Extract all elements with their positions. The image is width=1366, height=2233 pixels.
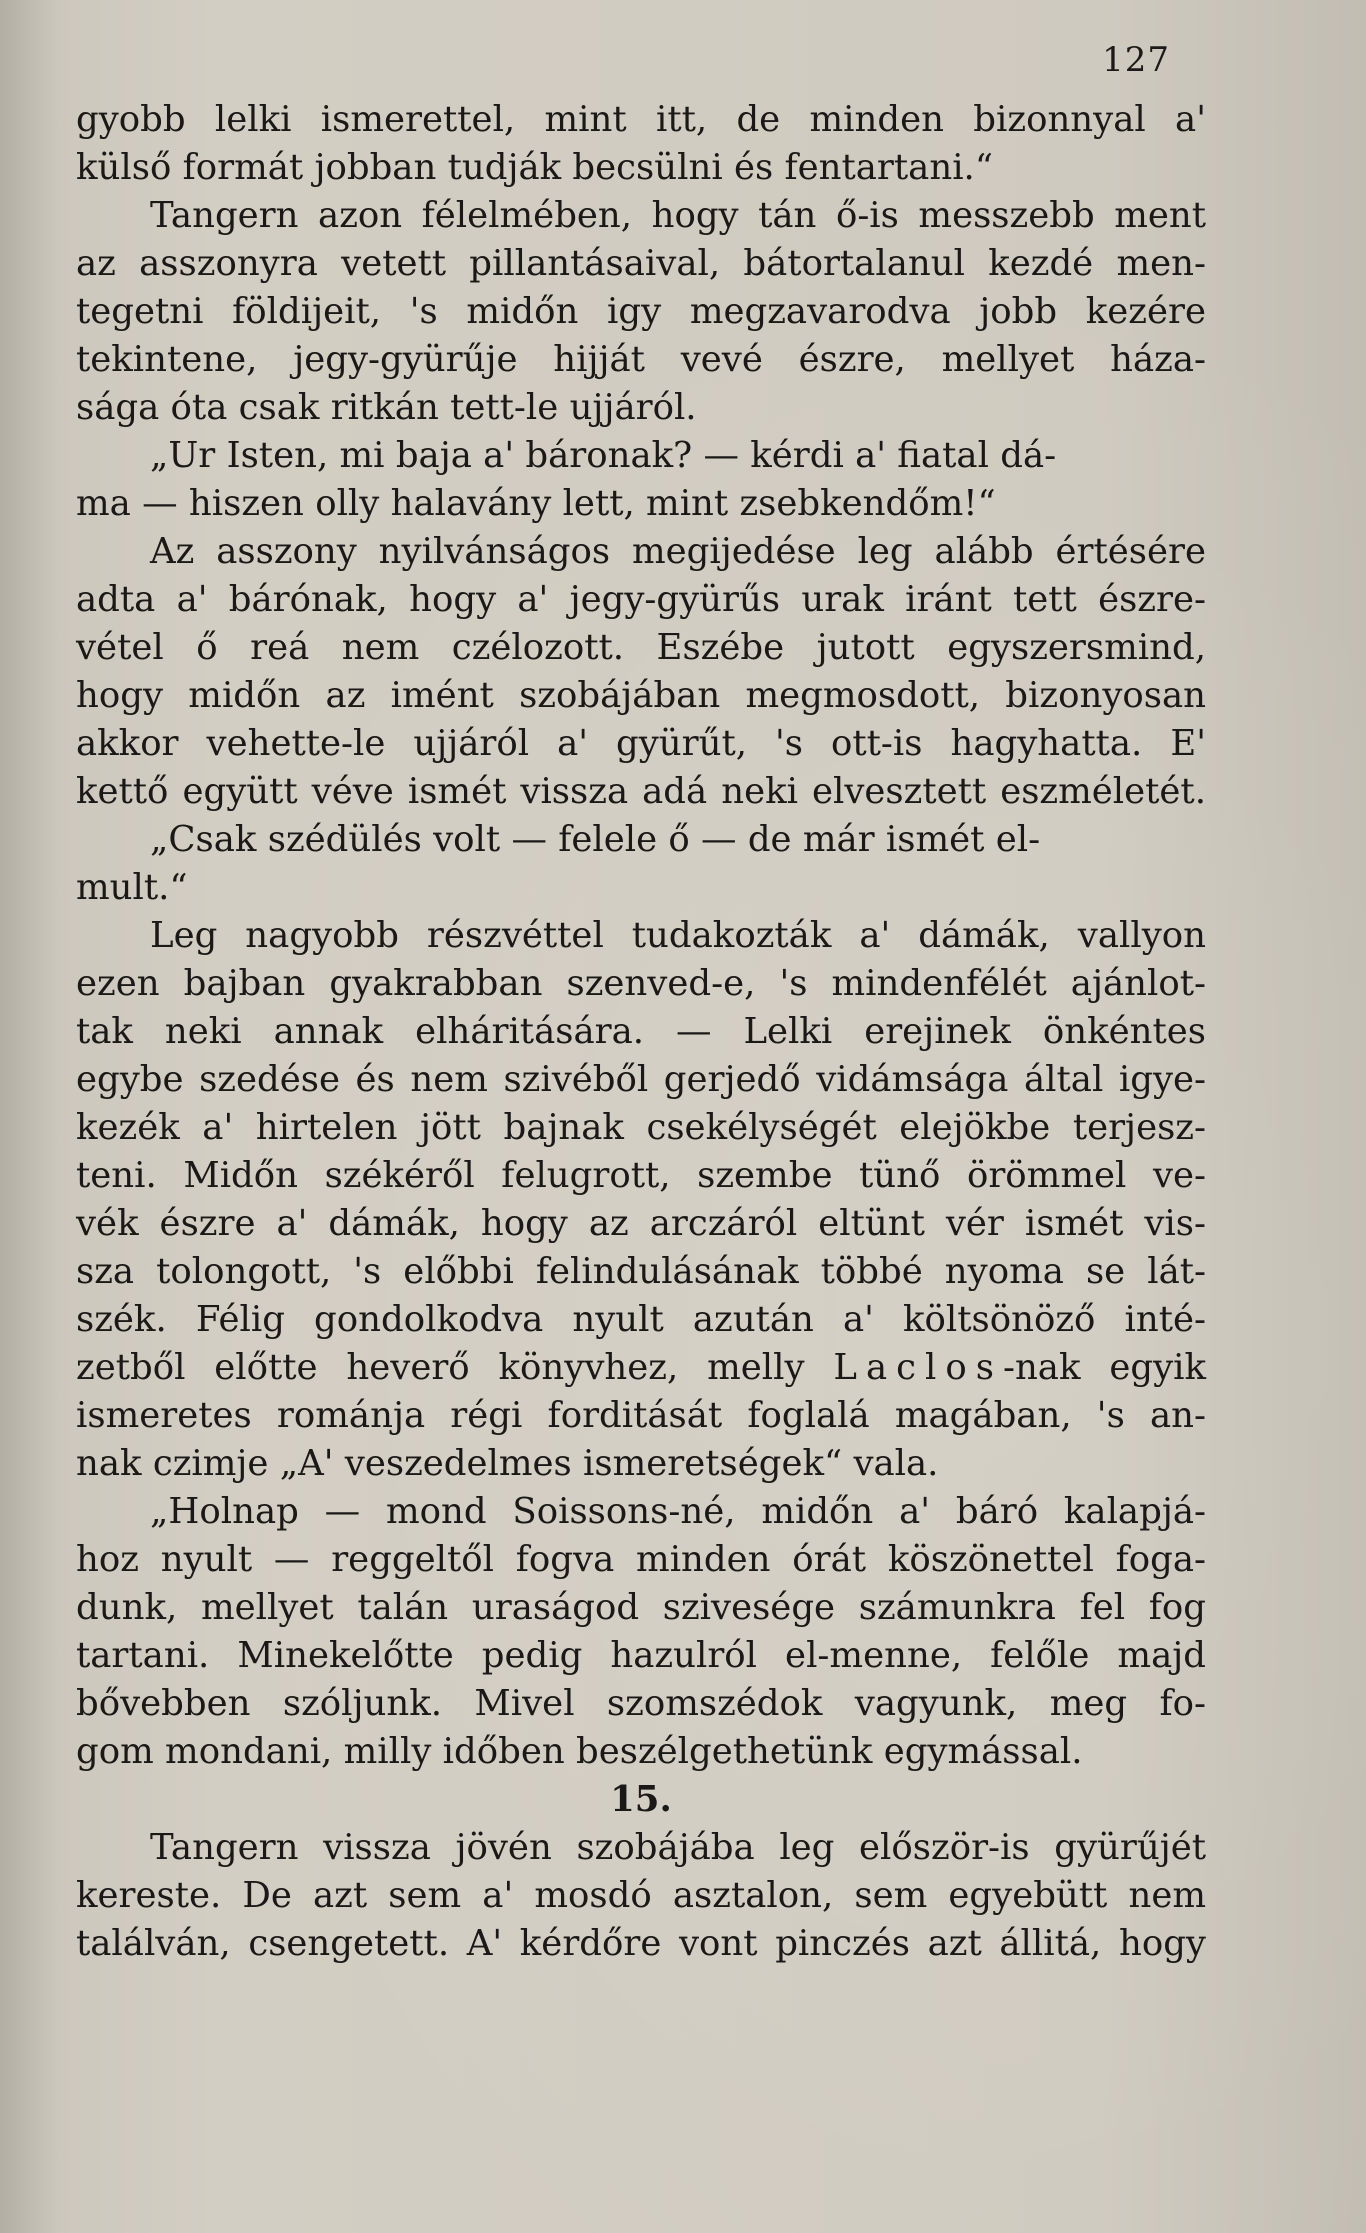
text-line: sza tolongott, 's előbbi felindulásának többé nyoma se lát-	[76, 1251, 1206, 1292]
page-number: 127	[1102, 40, 1170, 80]
text-line: külső formát jobban tudják becsülni és fentartani.“	[76, 147, 993, 188]
text-line: kettő együtt véve ismét vissza adá neki elvesztett eszméletét.	[76, 771, 1206, 812]
page-text	[76, 96, 1206, 1968]
text-line: ismeretes románja régi forditását foglalá magában, 's an-	[76, 1395, 1206, 1436]
text-line: gyobb lelki ismerettel, mint itt, de minden bizonnyal a'	[76, 99, 1206, 140]
text-line: kezék a' hirtelen jött bajnak csekélységét elejökbe terjesz-	[76, 1107, 1206, 1148]
section-number: 15.	[610, 1779, 672, 1820]
text-line: ezen bajban gyakrabban szenved-e, 's mindenfélét ajánlot-	[76, 963, 1206, 1004]
text-line: „Ur Isten, mi baja a' báronak? — kérdi a' fiatal dá-	[150, 435, 1057, 476]
text-line: akkor vehette-le ujjáról a' gyürűt, 's ott-is hagyhatta. E'	[76, 723, 1206, 764]
text-line: Tangern vissza jövén szobájába leg először-is gyürűjét	[150, 1827, 1206, 1868]
text-line: Az asszony nyilvánságos megijedése leg alább értésére	[150, 531, 1206, 572]
text-line: Tangern azon félelmében, hogy tán ő-is messzebb ment	[150, 195, 1206, 236]
text-line: mult.“	[76, 867, 188, 908]
text-line: dunk, mellyet talán uraságod szivesége számunkra fel fog	[76, 1587, 1206, 1628]
text-line: bővebben szóljunk. Mivel szomszédok vagyunk, meg fo-	[76, 1683, 1206, 1724]
text-line: adta a' bárónak, hogy a' jegy-gyürűs urak iránt tett észre-	[76, 579, 1206, 620]
text-line: ma — hiszen olly halavány lett, mint zsebkendőm!“	[76, 483, 996, 524]
text-line: gom mondani, milly időben beszélgethetünk egymással.	[76, 1731, 1083, 1772]
text-line: tartani. Minekelőtte pedig hazulról el-menne, felőle majd	[76, 1635, 1206, 1676]
text-line: kereste. De azt sem a' mosdó asztalon, sem egyebütt nem	[76, 1875, 1206, 1916]
text-line: vék észre a' dámák, hogy az arczáról eltünt vér ismét vis-	[76, 1203, 1206, 1244]
text-line: zetből előtte heverő könyvhez, melly Laclos-nak egyik	[76, 1347, 1206, 1388]
text-line: vétel ő reá nem czélozott. Eszébe jutott egyszersmind,	[76, 627, 1206, 668]
text-line: sága óta csak ritkán tett-le ujjáról.	[76, 387, 697, 428]
text-line: „Holnap — mond Soissons-né, midőn a' báró kalapjá-	[150, 1491, 1206, 1532]
text-line: tegetni földijeit, 's midőn igy megzavarodva jobb kezére	[76, 291, 1206, 332]
text-line: hoz nyult — reggeltől fogva minden órát köszönettel foga-	[76, 1539, 1206, 1580]
text-line: tak neki annak elháritására. — Lelki erejinek önkéntes	[76, 1011, 1206, 1052]
text-line: nak czimje „A' veszedelmes ismeretségek“ vala.	[76, 1443, 939, 1484]
text-line: találván, csengetett. A' kérdőre vont pinczés azt állitá, hogy	[76, 1923, 1206, 1964]
spaced-author-name: Laclos	[833, 1347, 1003, 1388]
text-line: hogy midőn az imént szobájában megmosdott, bizonyosan	[76, 675, 1206, 716]
text-line: egybe szedése és nem szivéből gerjedő vidámsága által igye-	[76, 1059, 1206, 1100]
text-line: teni. Midőn székéről felugrott, szembe tünő örömmel ve-	[76, 1155, 1206, 1196]
text-line: tekintene, jegy-gyürűje hijját vevé észre, mellyet háza-	[76, 339, 1206, 380]
text-line: szék. Félig gondolkodva nyult azután a' költsönöző inté-	[76, 1299, 1206, 1340]
text-line: az asszonyra vetett pillantásaival, bátortalanul kezdé men-	[76, 243, 1206, 284]
text-line: „Csak szédülés volt — felele ő — de már ismét el-	[150, 819, 1041, 860]
text-line: Leg nagyobb részvéttel tudakozták a' dámák, vallyon	[150, 915, 1206, 956]
